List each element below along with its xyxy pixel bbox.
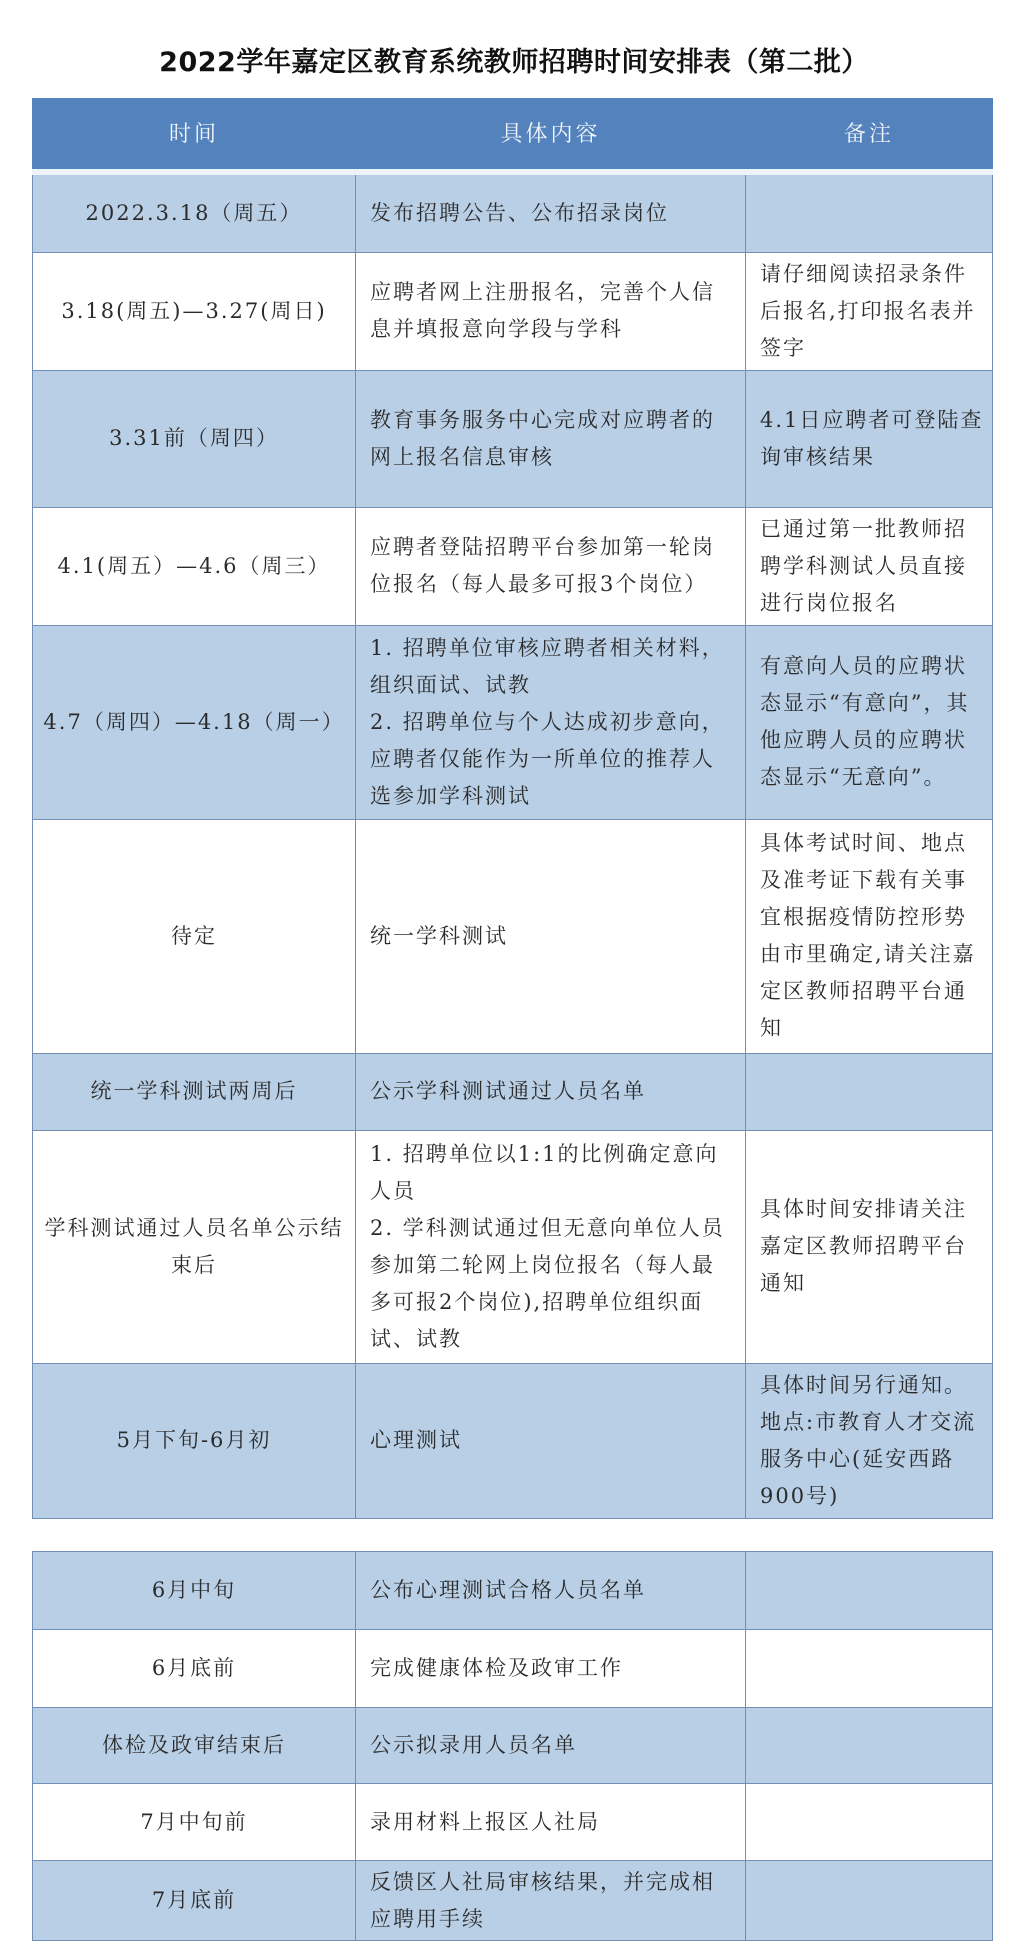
table-row	[33, 172, 993, 252]
cell-content: 公示拟录用人员名单	[356, 1708, 746, 1784]
table-row	[33, 507, 993, 625]
schedule-table-continued	[32, 1551, 993, 1941]
cell-content: 应聘者登陆招聘平台参加第一轮岗位报名（每人最多可报3个岗位）	[356, 507, 746, 625]
table-row	[33, 1363, 993, 1518]
cell-time: 体检及政审结束后	[33, 1708, 356, 1784]
cell-note: 具体时间安排请关注嘉定区教师招聘平台通知	[746, 1130, 993, 1363]
table-row	[33, 1708, 993, 1784]
cell-content: 心理测试	[356, 1363, 746, 1518]
cell-time: 2022.3.18（周五）	[33, 172, 356, 252]
page-title: 2022学年嘉定区教育系统教师招聘时间安排表（第二批）	[159, 47, 869, 78]
cell-note	[746, 1861, 993, 1941]
cell-content: 公布心理测试合格人员名单	[356, 1552, 746, 1630]
content-item: 2. 招聘单位与个人达成初步意向，应聘者仅能作为一所单位的推荐人选参加学科测试	[370, 709, 725, 808]
cell-time: 6月底前	[33, 1630, 356, 1708]
cell-note	[746, 1630, 993, 1708]
cell-content: 录用材料上报区人社局	[356, 1784, 746, 1861]
cell-time: 统一学科测试两周后	[33, 1053, 356, 1130]
table-header-row	[33, 99, 993, 173]
cell-note	[746, 1784, 993, 1861]
cell-time: 4.1(周五）—4.6（周三）	[33, 507, 356, 625]
cell-time: 3.18(周五)—3.27(周日)	[33, 252, 356, 370]
content-item: 2. 学科测试通过但无意向单位人员参加第二轮网上岗位报名（每人最多可报2个岗位),招聘单位组织面试、试教	[370, 1215, 725, 1351]
cell-time: 待定	[33, 819, 356, 1053]
table-row	[33, 1630, 993, 1708]
cell-time: 学科测试通过人员名单公示结束后	[33, 1130, 356, 1363]
cell-note: 有意向人员的应聘状态显示“有意向”，其他应聘人员的应聘状态显示“无意向”。	[746, 625, 993, 819]
cell-content	[356, 625, 746, 819]
table-row	[33, 1552, 993, 1630]
cell-note: 4.1日应聘者可登陆查询审核结果	[746, 370, 993, 507]
cell-time: 6月中旬	[33, 1552, 356, 1630]
table-row	[33, 1784, 993, 1861]
cell-content: 发布招聘公告、公布招录岗位	[356, 172, 746, 252]
cell-time: 5月下旬-6月初	[33, 1363, 356, 1518]
cell-note: 请仔细阅读招录条件后报名,打印报名表并签字	[746, 252, 993, 370]
header-content: 具体内容	[356, 99, 746, 173]
cell-note: 具体时间另行通知。地点:市教育人才交流服务中心(延安西路900号)	[746, 1363, 993, 1518]
cell-content: 完成健康体检及政审工作	[356, 1630, 746, 1708]
table-row	[33, 1861, 993, 1941]
table-row	[33, 625, 993, 819]
content-item: 1. 招聘单位以1:1的比例确定意向人员	[370, 1141, 719, 1203]
cell-time: 4.7（周四）—4.18（周一）	[33, 625, 356, 819]
cell-content: 公示学科测试通过人员名单	[356, 1053, 746, 1130]
cell-note	[746, 1708, 993, 1784]
header-time: 时间	[33, 99, 356, 173]
schedule-table	[32, 98, 993, 1519]
cell-content: 教育事务服务中心完成对应聘者的网上报名信息审核	[356, 370, 746, 507]
table-row	[33, 370, 993, 507]
cell-note	[746, 1053, 993, 1130]
cell-content: 反馈区人社局审核结果，并完成相应聘用手续	[356, 1861, 746, 1941]
cell-time: 3.31前（周四）	[33, 370, 356, 507]
cell-note	[746, 172, 993, 252]
cell-content: 应聘者网上注册报名，完善个人信息并填报意向学段与学科	[356, 252, 746, 370]
table-row	[33, 819, 993, 1053]
cell-content	[356, 1130, 746, 1363]
header-note: 备注	[746, 99, 993, 173]
cell-time: 7月中旬前	[33, 1784, 356, 1861]
table-row	[33, 1130, 993, 1363]
cell-note: 具体考试时间、地点及准考证下载有关事宜根据疫情防控形势由市里确定,请关注嘉定区教师招聘平台通知	[746, 819, 993, 1053]
table-row	[33, 252, 993, 370]
cell-note: 已通过第一批教师招聘学科测试人员直接进行岗位报名	[746, 507, 993, 625]
table-row	[33, 1053, 993, 1130]
content-item: 1. 招聘单位审核应聘者相关材料，组织面试、试教	[370, 635, 725, 697]
cell-time: 7月底前	[33, 1861, 356, 1941]
cell-note	[746, 1552, 993, 1630]
cell-content: 统一学科测试	[356, 819, 746, 1053]
